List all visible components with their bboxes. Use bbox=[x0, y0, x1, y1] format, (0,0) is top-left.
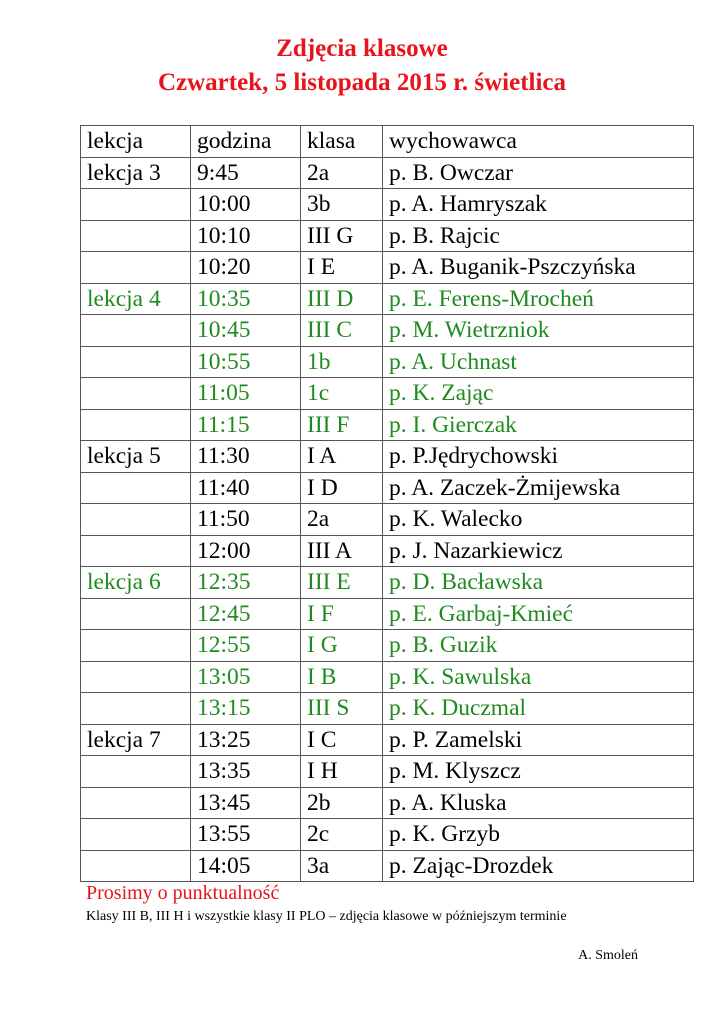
cell-klasa: I E bbox=[301, 252, 383, 284]
cell-wychowawca: p. K. Sawulska bbox=[383, 661, 694, 693]
cell-klasa: III D bbox=[301, 283, 383, 315]
cell-lekcja bbox=[81, 189, 191, 221]
cell-klasa: I H bbox=[301, 756, 383, 788]
cell-godzina: 14:05 bbox=[191, 850, 301, 882]
cell-klasa: III F bbox=[301, 409, 383, 441]
cell-klasa: I D bbox=[301, 472, 383, 504]
cell-godzina: 12:35 bbox=[191, 567, 301, 599]
cell-wychowawca: p. B. Owczar bbox=[383, 157, 694, 189]
cell-lekcja: lekcja 4 bbox=[81, 283, 191, 315]
column-header-godzina: godzina bbox=[191, 126, 301, 158]
cell-klasa: I C bbox=[301, 724, 383, 756]
cell-lekcja bbox=[81, 850, 191, 882]
cell-godzina: 13:15 bbox=[191, 693, 301, 725]
signature: A. Smoleń bbox=[578, 948, 638, 963]
table-row bbox=[81, 787, 694, 819]
cell-klasa: I G bbox=[301, 630, 383, 662]
cell-klasa: III S bbox=[301, 693, 383, 725]
table-row bbox=[81, 850, 694, 882]
cell-lekcja bbox=[81, 535, 191, 567]
cell-lekcja bbox=[81, 787, 191, 819]
table-row bbox=[81, 283, 694, 315]
cell-wychowawca: p. M. Wietrzniok bbox=[383, 315, 694, 347]
cell-lekcja bbox=[81, 220, 191, 252]
table-row bbox=[81, 378, 694, 410]
cell-wychowawca: p. K. Duczmal bbox=[383, 693, 694, 725]
cell-lekcja: lekcja 3 bbox=[81, 157, 191, 189]
table-row bbox=[81, 724, 694, 756]
cell-lekcja bbox=[81, 504, 191, 536]
schedule-table bbox=[80, 125, 694, 882]
table-row bbox=[81, 756, 694, 788]
cell-godzina: 13:05 bbox=[191, 661, 301, 693]
cell-lekcja bbox=[81, 693, 191, 725]
cell-lekcja bbox=[81, 409, 191, 441]
cell-lekcja: lekcja 7 bbox=[81, 724, 191, 756]
cell-godzina: 13:45 bbox=[191, 787, 301, 819]
cell-wychowawca: p. P.Jędrychowski bbox=[383, 441, 694, 473]
table-row bbox=[81, 535, 694, 567]
cell-godzina: 13:35 bbox=[191, 756, 301, 788]
column-header-lekcja: lekcja bbox=[81, 126, 191, 158]
cell-lekcja bbox=[81, 252, 191, 284]
cell-wychowawca: p. E. Ferens-Mrocheń bbox=[383, 283, 694, 315]
cell-lekcja bbox=[81, 472, 191, 504]
table-row bbox=[81, 220, 694, 252]
cell-lekcja bbox=[81, 630, 191, 662]
cell-klasa: 2b bbox=[301, 787, 383, 819]
cell-wychowawca: p. Zając-Drozdek bbox=[383, 850, 694, 882]
cell-godzina: 11:05 bbox=[191, 378, 301, 410]
table-row bbox=[81, 630, 694, 662]
cell-godzina: 12:55 bbox=[191, 630, 301, 662]
cell-godzina: 12:45 bbox=[191, 598, 301, 630]
table-row bbox=[81, 189, 694, 221]
cell-wychowawca: p. A. Buganik-Pszczyńska bbox=[383, 252, 694, 284]
cell-klasa: I A bbox=[301, 441, 383, 473]
postponed-classes-note: Klasy III B, III H i wszystkie klasy II PLO – zdjęcia klasowe w późniejszym terminie bbox=[86, 909, 567, 924]
table-row bbox=[81, 504, 694, 536]
cell-lekcja bbox=[81, 598, 191, 630]
cell-wychowawca: p. B. Rajcic bbox=[383, 220, 694, 252]
cell-wychowawca: p. A. Kluska bbox=[383, 787, 694, 819]
cell-klasa: III C bbox=[301, 315, 383, 347]
cell-godzina: 11:50 bbox=[191, 504, 301, 536]
cell-godzina: 12:00 bbox=[191, 535, 301, 567]
cell-wychowawca: p. K. Walecko bbox=[383, 504, 694, 536]
cell-wychowawca: p. E. Garbaj-Kmieć bbox=[383, 598, 694, 630]
cell-klasa: I F bbox=[301, 598, 383, 630]
page-subtitle: Czwartek, 5 listopada 2015 r. świetlica bbox=[157, 69, 567, 96]
cell-klasa: 1c bbox=[301, 378, 383, 410]
cell-wychowawca: p. P. Zamelski bbox=[383, 724, 694, 756]
cell-lekcja: lekcja 5 bbox=[81, 441, 191, 473]
cell-klasa: 2a bbox=[301, 504, 383, 536]
cell-wychowawca: p. I. Gierczak bbox=[383, 409, 694, 441]
cell-godzina: 10:20 bbox=[191, 252, 301, 284]
cell-klasa: 3a bbox=[301, 850, 383, 882]
cell-klasa: I B bbox=[301, 661, 383, 693]
table-row bbox=[81, 346, 694, 378]
cell-lekcja: lekcja 6 bbox=[81, 567, 191, 599]
page-title: Zdjęcia klasowe bbox=[276, 35, 448, 62]
cell-godzina: 13:25 bbox=[191, 724, 301, 756]
table-row bbox=[81, 693, 694, 725]
cell-godzina: 11:40 bbox=[191, 472, 301, 504]
cell-godzina: 10:45 bbox=[191, 315, 301, 347]
cell-wychowawca: p. A. Uchnast bbox=[383, 346, 694, 378]
table-row bbox=[81, 157, 694, 189]
cell-klasa: 3b bbox=[301, 189, 383, 221]
cell-klasa: III A bbox=[301, 535, 383, 567]
cell-klasa: III G bbox=[301, 220, 383, 252]
cell-godzina: 13:55 bbox=[191, 819, 301, 851]
cell-wychowawca: p. B. Guzik bbox=[383, 630, 694, 662]
table-row bbox=[81, 661, 694, 693]
table-row bbox=[81, 819, 694, 851]
table-header-row bbox=[81, 126, 694, 158]
table-row bbox=[81, 472, 694, 504]
cell-wychowawca: p. A. Hamryszak bbox=[383, 189, 694, 221]
cell-lekcja bbox=[81, 756, 191, 788]
cell-lekcja bbox=[81, 346, 191, 378]
cell-klasa: III E bbox=[301, 567, 383, 599]
table-row bbox=[81, 441, 694, 473]
cell-godzina: 11:15 bbox=[191, 409, 301, 441]
cell-wychowawca: p. K. Zając bbox=[383, 378, 694, 410]
cell-klasa: 2a bbox=[301, 157, 383, 189]
table-row bbox=[81, 315, 694, 347]
cell-klasa: 2c bbox=[301, 819, 383, 851]
cell-godzina: 11:30 bbox=[191, 441, 301, 473]
table-row bbox=[81, 409, 694, 441]
cell-godzina: 10:35 bbox=[191, 283, 301, 315]
cell-lekcja bbox=[81, 661, 191, 693]
table-row bbox=[81, 598, 694, 630]
column-header-klasa: klasa bbox=[301, 126, 383, 158]
punctuality-note: Prosimy o punktualność bbox=[86, 882, 280, 904]
cell-wychowawca: p. M. Klyszcz bbox=[383, 756, 694, 788]
cell-lekcja bbox=[81, 819, 191, 851]
cell-wychowawca: p. J. Nazarkiewicz bbox=[383, 535, 694, 567]
cell-godzina: 10:55 bbox=[191, 346, 301, 378]
cell-lekcja bbox=[81, 315, 191, 347]
cell-godzina: 10:10 bbox=[191, 220, 301, 252]
table-row bbox=[81, 252, 694, 284]
table-row bbox=[81, 567, 694, 599]
cell-klasa: 1b bbox=[301, 346, 383, 378]
cell-wychowawca: p. K. Grzyb bbox=[383, 819, 694, 851]
cell-wychowawca: p. A. Zaczek-Żmijewska bbox=[383, 472, 694, 504]
cell-godzina: 9:45 bbox=[191, 157, 301, 189]
cell-godzina: 10:00 bbox=[191, 189, 301, 221]
column-header-wychowawca: wychowawca bbox=[383, 126, 694, 158]
cell-wychowawca: p. D. Bacławska bbox=[383, 567, 694, 599]
cell-lekcja bbox=[81, 378, 191, 410]
